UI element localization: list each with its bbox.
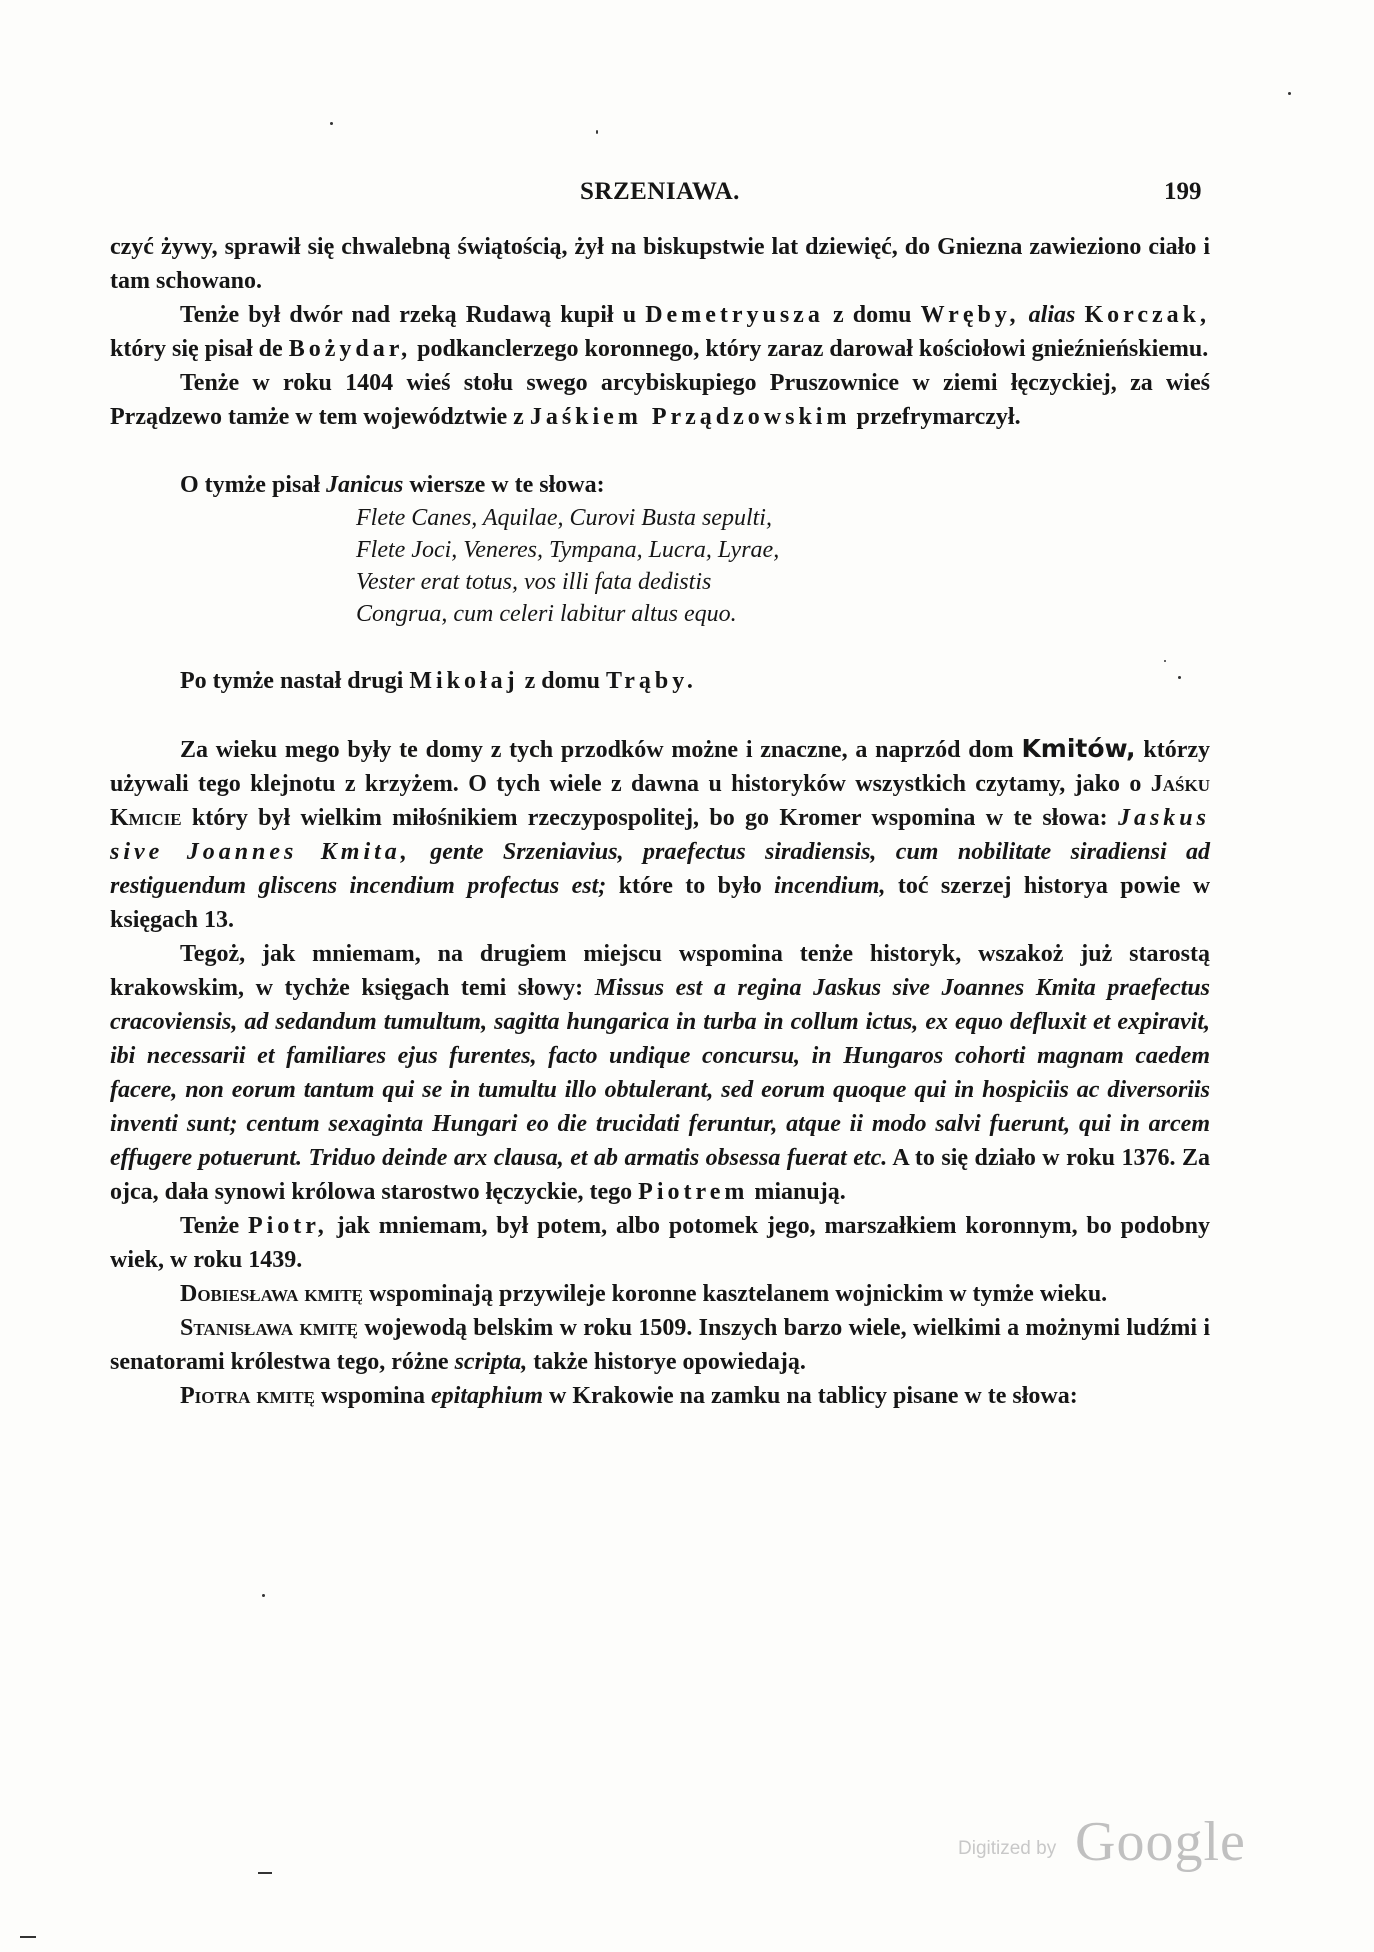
- text-run: wojewodą belskim w roku 1509. Inszych barzo wiele, wielkimi a możnymi ludźmi i senatorami królestwa tego, różne: [110, 1315, 1210, 1375]
- scan-speck: [1164, 660, 1166, 662]
- smallcaps-name: Jaśku Kmicie: [110, 771, 1211, 831]
- paragraph-9: [110, 1311, 1210, 1379]
- spaced-name: Demetryusza: [645, 302, 824, 328]
- spacer: [110, 434, 1210, 468]
- body-text: [110, 230, 1210, 1413]
- paragraph-4: [110, 664, 1210, 698]
- text-run: A to się działo w roku 1376. Za ojca, dała synowi królowa starostwo łęczyckie, tego: [110, 1145, 1210, 1205]
- digitized-by-label: Digitized by: [958, 1838, 1057, 1859]
- page-number: 199: [1164, 178, 1202, 205]
- paragraph-1: [110, 230, 1210, 298]
- text-run: który się pisał de: [110, 336, 283, 362]
- text-run: wspominają przywileje koronne kasztelanem wojnickim w tymże wieku.: [369, 1281, 1108, 1307]
- smallcaps-name: Piotra kmitę: [180, 1383, 315, 1409]
- text-run: także historye opowiedają.: [533, 1349, 806, 1375]
- text-run: Tenże był dwór nad rzeką Rudawą kupił u: [180, 302, 637, 328]
- latin-verse: [356, 502, 1210, 630]
- spacer: [110, 630, 1210, 664]
- scan-speck: [330, 122, 333, 125]
- scan-speck: [1178, 676, 1181, 679]
- paragraph-1-text: czyć żywy, sprawił się chwalebną świątością, żył na biskupstwie lat dziewięć, do Gniezna zawieziono ciało i tam schowano.: [110, 234, 1210, 294]
- text-run: który był wielkim miłośnikiem rzeczypospolitej, bo go Kromer wspomina w te słowa:: [191, 805, 1108, 831]
- text-run: którzy używali tego klejnotu z krzyżem. O tych wiele z dawna u historyków wszystkich czytamy, jako o: [110, 737, 1211, 797]
- italic-word: epitaphium: [431, 1383, 544, 1409]
- smallcaps-name: Stanisława kmitę: [180, 1315, 359, 1341]
- text-run: z domu: [832, 302, 912, 328]
- text-run: przefrymarczył.: [856, 404, 1021, 430]
- chapter-title: SRZENIAWA.: [580, 178, 740, 205]
- text-run: wspomina: [320, 1383, 425, 1409]
- spaced-name: Piotr,: [247, 1213, 328, 1239]
- scan-speck: [20, 1936, 36, 1938]
- text-run: z domu: [524, 668, 600, 694]
- italic-word: incendium,: [774, 873, 886, 899]
- text-run: Za wieku mego były te domy z tych przodków możne i znaczne, a naprzód dom: [180, 737, 1014, 763]
- google-logo: Google: [1075, 1811, 1246, 1873]
- text-run: Tegoż, jak mniemam, na drugiem miejscu wspomina tenże historyk, wszakoż już starostą krakowskim, w tychże księgach temi słowy:: [110, 941, 1210, 1001]
- scan-speck: [262, 1594, 265, 1597]
- scan-speck: [596, 130, 598, 134]
- italic-quote: Missus est a regina Jaskus sive Joannes Kmita praefectus cracoviensis, ad sedandum tumultum, sagitta hungarica in turba in collum ictus, ex equo defluxit et expiravit, ibi necessarii et familiares ejus furentes, facto undique concursu, in Hungaros cohorti magnam caedem facere, non eorum tantum qui se in tumultu illo obtulerant, sed eorum quoque qui in hospiciis ac diversoriis inventi sunt; centum sexaginta Hungari eo die trucidati feruntur, atque ii modo salvi fuerunt, qui in arcem effugere potuerunt. Triduo deinde arx clausa, et ab armatis obsessa fuerat etc.: [110, 975, 1211, 1171]
- verse-line: Vester erat totus, vos illi fata dedistis: [356, 569, 712, 595]
- paragraph-6: [110, 937, 1210, 1209]
- italic-word: Janicus: [325, 472, 404, 498]
- smallcaps-name: Dobiesława kmitę: [180, 1281, 363, 1307]
- scan-speck: [1288, 92, 1291, 95]
- italic-word: scripta,: [454, 1349, 528, 1375]
- verse-line: Flete Joci, Veneres, Tympana, Lucra, Lyrae,: [356, 537, 780, 563]
- text-run: Po tymże nastał drugi: [180, 668, 404, 694]
- italic-quote: gente Srzeniavius, praefectus siradiensis, cum nobilitate siradiensi ad restiguendum gliscens incendium profectus est;: [110, 839, 1211, 899]
- heavy-name: Kmitów,: [1021, 734, 1136, 763]
- spaced-name: Bożydar,: [288, 336, 412, 362]
- spaced-name: Piotrem: [638, 1179, 749, 1205]
- paragraph-5: [110, 732, 1210, 937]
- italic-quote: Jaskus sive Joannes Kmita,: [110, 805, 1210, 865]
- spaced-name: Wręby,: [920, 302, 1020, 328]
- verse-intro: [180, 468, 1210, 502]
- verse-line: Congrua, cum celeri labitur altus equo.: [356, 601, 737, 627]
- spaced-name: Trąby.: [605, 668, 697, 694]
- scan-speck: [258, 1872, 272, 1874]
- spacer: [110, 698, 1210, 732]
- text-run: O tymże pisał: [180, 472, 320, 498]
- text-run: wiersze w te słowa:: [409, 472, 605, 498]
- paragraph-10: [110, 1379, 1210, 1413]
- paragraph-3: [110, 366, 1210, 434]
- italic-word: alias: [1028, 302, 1076, 328]
- spaced-name: Jaśkiem Prządzowskim: [529, 404, 851, 430]
- spaced-name: Korczak,: [1084, 302, 1211, 328]
- verse-line: Flete Canes, Aquilae, Curovi Busta sepulti,: [356, 505, 772, 531]
- text-run: jak mniemam, był potem, albo potomek jego, marszałkiem koronnym, bo podobny wiek, w roku 1439.: [110, 1213, 1211, 1273]
- paragraph-2: [110, 298, 1210, 366]
- text-run: mianują.: [754, 1179, 846, 1205]
- spaced-name: Mikołaj: [409, 668, 519, 694]
- text-run: toć szerzej historya powie w księgach 13.: [110, 873, 1211, 933]
- text-run: Tenże: [180, 1213, 240, 1239]
- paragraph-8: [110, 1277, 1210, 1311]
- text-run: podkanclerzego koronnego, który zaraz darował kościołowi gnieźnieńskiemu.: [417, 336, 1209, 362]
- text-run: w Krakowie na zamku na tablicy pisane w te słowa:: [549, 1383, 1078, 1409]
- paragraph-7: [110, 1209, 1210, 1277]
- text-run: które to było: [618, 873, 762, 899]
- text-run: Tenże w roku 1404 wieś stołu swego arcybiskupiego Pruszownice w ziemi łęczyckiej, za wieś Prządzewo tamże w tem województwie z: [110, 370, 1210, 430]
- running-head: [0, 172, 1374, 212]
